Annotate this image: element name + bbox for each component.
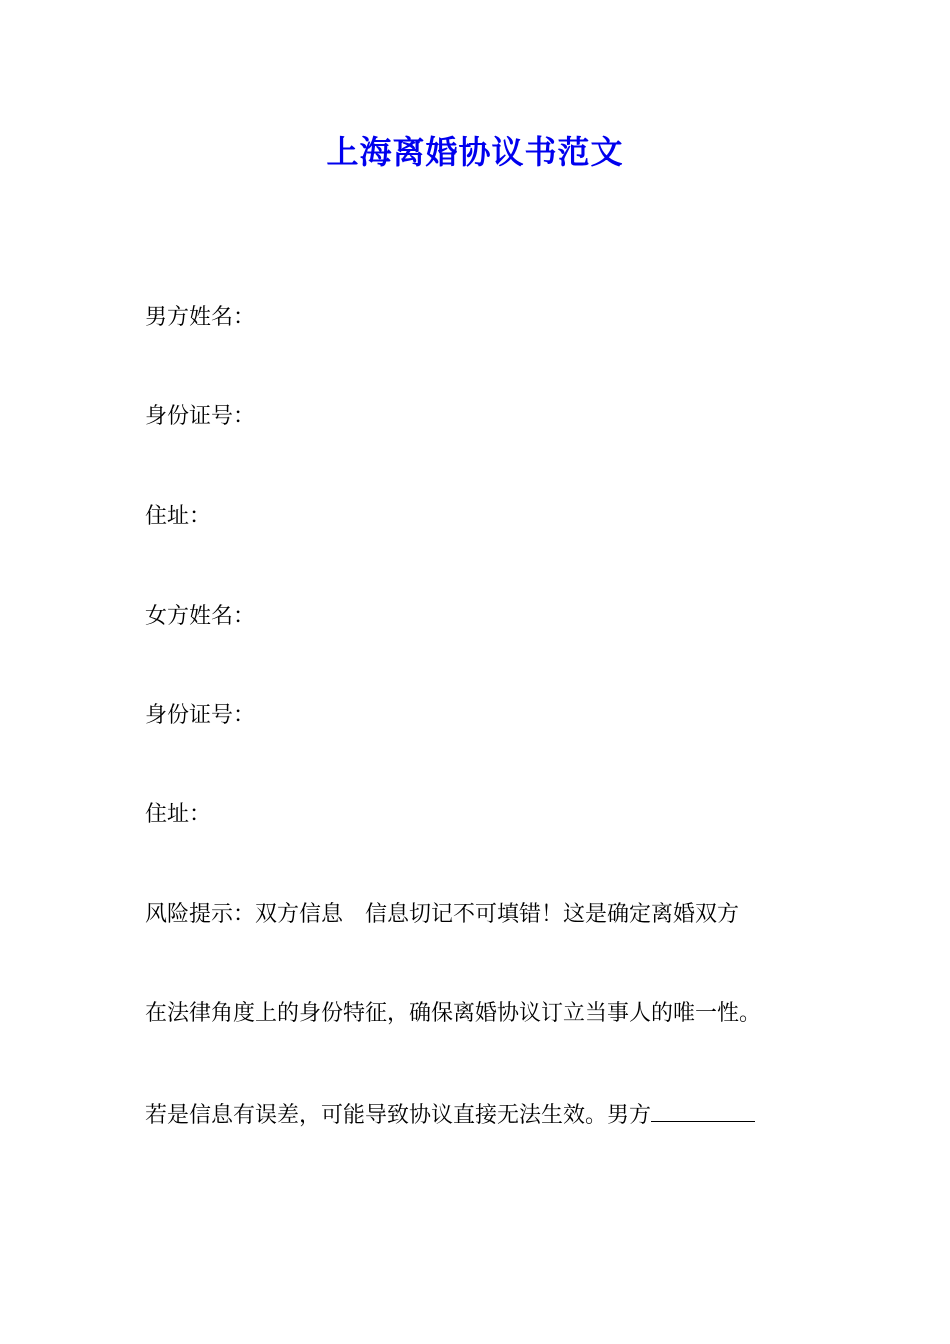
female-name-label: 女方姓名： — [145, 604, 256, 629]
document-title: 上海离婚协议书范文 — [326, 133, 624, 171]
female-address-label: 住址： — [145, 802, 212, 827]
male-address-label: 住址： — [145, 504, 212, 529]
female-id-number-label: 身份证号： — [145, 703, 256, 728]
male-id-number-label: 身份证号： — [145, 404, 256, 429]
male-name-label: 男方姓名： — [145, 305, 256, 330]
fill-in-blank[interactable] — [651, 1099, 755, 1122]
risk-notice-line-3-text: 若是信息有误差，可能导致协议直接无法生效。男方 — [145, 1103, 652, 1128]
risk-notice-line-3 — [145, 1099, 755, 1131]
risk-notice-line-1: 风险提示：双方信息 信息切记不可填错！这是确定离婚双方 — [145, 902, 740, 927]
risk-notice-line-2: 在法律角度上的身份特征，确保离婚协议订立当事人的唯一性。 — [145, 1001, 762, 1026]
